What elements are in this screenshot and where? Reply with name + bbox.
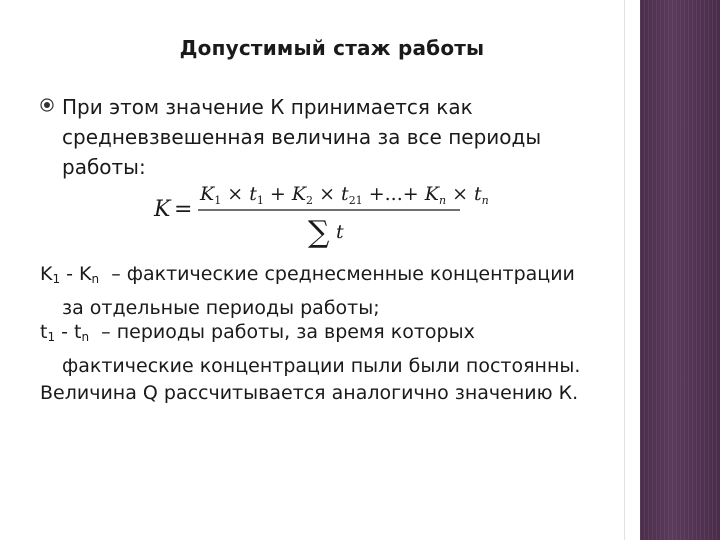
target-circle-icon	[40, 98, 54, 112]
side-band-light	[624, 0, 641, 540]
bullet-text: При этом значение К принимается как средневзвешенная величина за все периоды работы:	[62, 95, 542, 179]
symbol-t1: $t_1$	[40, 321, 56, 344]
definition-k	[40, 260, 620, 323]
denominator-variable: t	[336, 221, 344, 243]
symbol-tn: $t_n$	[74, 321, 90, 344]
slide-title: Допустимый стаж работы	[179, 36, 485, 60]
definition-k-text: – фактические среднесменные концентрации	[99, 263, 575, 285]
sum-symbol: ∑	[308, 215, 330, 250]
definition-k-continuation: за отдельные периоды работы;	[62, 297, 380, 319]
definition-t-continuation: фактические концентрации пыли были постоянны.	[62, 355, 581, 377]
range-dash: -	[55, 321, 75, 343]
definition-t-text: – периоды работы, за время которых	[89, 321, 475, 343]
closing-sentence: Величина Q рассчитывается аналогично значению К.	[40, 382, 579, 404]
formula-lhs: K	[154, 197, 171, 222]
side-band-texture	[640, 0, 720, 540]
formula-equals: =	[174, 197, 193, 222]
symbol-k1: $K_1$	[40, 263, 61, 286]
symbol-kn: $K_n$	[79, 263, 100, 286]
weighted-average-formula	[148, 178, 489, 250]
definition-t	[40, 318, 620, 381]
formula-numerator: $K_1 \times t_1 + K_2 \times t_{21}$ +...+ $K_n \times t_n$	[200, 183, 489, 207]
range-dash: -	[60, 263, 80, 285]
